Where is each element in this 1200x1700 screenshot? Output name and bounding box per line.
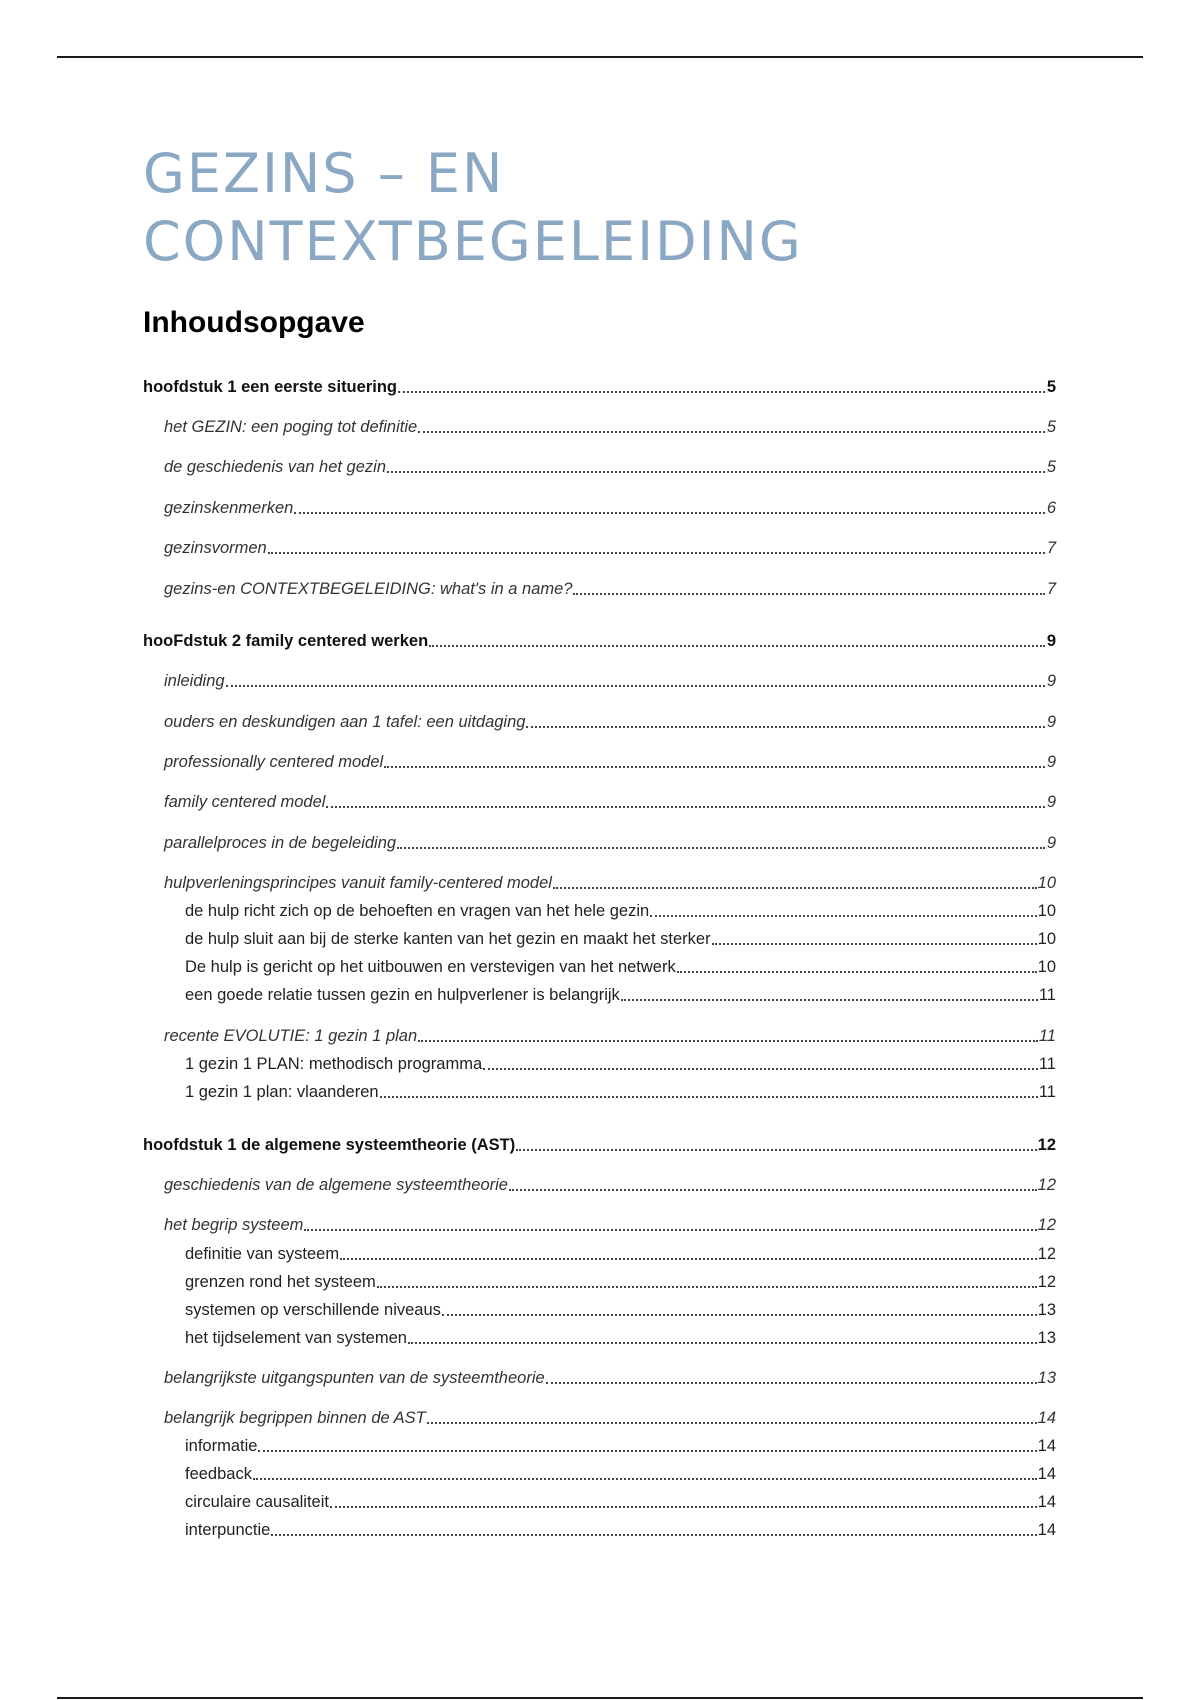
toc-page-number: 9 (1046, 632, 1056, 650)
toc-page-number: 10 (1037, 958, 1056, 976)
toc-entry-text: grenzen rond het systeem (185, 1273, 376, 1291)
toc-page-number: 9 (1046, 672, 1056, 690)
toc-page-number: 11 (1038, 1027, 1056, 1045)
toc-entry-level-3[interactable] (0, 1326, 1056, 1350)
toc-dot-leader (442, 1314, 1037, 1316)
toc-dot-leader (380, 1096, 1038, 1098)
toc-entry-level-3[interactable] (0, 899, 1056, 923)
toc-entry-text: de geschiedenis van het gezin (164, 458, 386, 476)
toc-page-number: 13 (1037, 1301, 1056, 1319)
toc-entry-text: 1 gezin 1 PLAN: methodisch programma (185, 1055, 483, 1073)
toc-dot-leader (429, 645, 1045, 647)
toc-dot-leader (677, 971, 1037, 973)
toc-entry-text: professionally centered model (164, 753, 384, 771)
toc-page-number: 10 (1037, 930, 1056, 948)
toc-dot-leader (387, 471, 1045, 473)
toc-entry-text: belangrijk begrippen binnen de AST (164, 1409, 426, 1427)
toc-entry-level-2[interactable] (0, 1173, 1056, 1197)
toc-entry-level-2[interactable] (0, 1213, 1056, 1237)
toc-entry-text: het tijdselement van systemen (185, 1329, 407, 1347)
toc-page-number: 11 (1038, 986, 1056, 1004)
toc-dot-leader (294, 512, 1045, 514)
toc-entry-text: systemen op verschillende niveaus (185, 1301, 441, 1319)
toc-dot-leader (573, 593, 1045, 595)
toc-entry-text: het GEZIN: een poging tot definitie (164, 418, 418, 436)
toc-entry-level-2[interactable] (0, 496, 1056, 520)
toc-entry-text: recente EVOLUTIE: 1 gezin 1 plan (164, 1027, 418, 1045)
toc-page-number: 12 (1037, 1216, 1056, 1234)
toc-page-number: 12 (1037, 1273, 1056, 1291)
toc-dot-leader (509, 1189, 1037, 1191)
toc-dot-leader (483, 1068, 1038, 1070)
toc-page-number: 14 (1037, 1465, 1056, 1483)
toc-dot-leader (418, 1040, 1038, 1042)
toc-entry-text: feedback (185, 1465, 252, 1483)
toc-dot-leader (226, 685, 1045, 687)
toc-dot-leader (258, 1450, 1036, 1452)
toc-page-number: 13 (1037, 1329, 1056, 1347)
toc-dot-leader (427, 1422, 1037, 1424)
toc-entry-text: hoofdstuk 1 de algemene systeemtheorie (AST) (143, 1136, 516, 1154)
toc-entry-level-1[interactable] (0, 375, 1056, 399)
toc-page-number: 9 (1046, 793, 1056, 811)
toc-entry-text: hoofdstuk 1 een eerste situering (143, 378, 397, 396)
toc-entry-text: een goede relatie tussen gezin en hulpverlener is belangrijk (185, 986, 620, 1004)
toc-page-number: 5 (1046, 418, 1056, 436)
toc-dot-leader (712, 943, 1037, 945)
bottom-rule (57, 1697, 1143, 1699)
toc-entry-level-3[interactable] (0, 1462, 1056, 1486)
toc-entry-level-1[interactable] (0, 1133, 1056, 1157)
toc-page-number: 10 (1037, 874, 1056, 892)
toc-dot-leader (621, 999, 1038, 1001)
toc-page-number: 14 (1037, 1521, 1056, 1539)
toc-entry-text: gezinsvormen (164, 539, 267, 557)
toc-entry-text: het begrip systeem (164, 1216, 304, 1234)
toc-dot-leader (271, 1534, 1036, 1536)
toc-entry-level-2[interactable] (0, 831, 1056, 855)
toc-dot-leader (384, 766, 1045, 768)
toc-entry-level-3[interactable] (0, 1270, 1056, 1294)
toc-entry-text: ouders en deskundigen aan 1 tafel: een uitdaging (164, 713, 526, 731)
toc-page-number: 14 (1037, 1493, 1056, 1511)
toc-page-number: 12 (1037, 1136, 1056, 1154)
toc-entry-level-3[interactable] (0, 1490, 1056, 1514)
toc-page-number: 13 (1037, 1369, 1056, 1387)
toc-entry-level-3[interactable] (0, 983, 1056, 1007)
toc-entry-text: circulaire causaliteit (185, 1493, 329, 1511)
toc-dot-leader (377, 1286, 1037, 1288)
toc-dot-leader (304, 1229, 1036, 1231)
toc-dot-leader (253, 1478, 1037, 1480)
document-title-line-2: CONTEXTBEGELEIDING (143, 210, 803, 273)
toc-dot-leader (418, 431, 1045, 433)
toc-page-number: 10 (1037, 902, 1056, 920)
toc-entry-level-2[interactable] (0, 536, 1056, 560)
toc-page-number: 12 (1037, 1245, 1056, 1263)
toc-dot-leader (397, 847, 1045, 849)
toc-entry-level-2[interactable] (0, 871, 1056, 895)
toc-entry-text: hooFdstuk 2 family centered werken (143, 632, 429, 650)
toc-page-number: 7 (1046, 539, 1056, 557)
toc-entry-level-2[interactable] (0, 790, 1056, 814)
toc-entry-level-3[interactable] (0, 1080, 1056, 1104)
toc-entry-level-3[interactable] (0, 927, 1056, 951)
toc-entry-text: parallelproces in de begeleiding (164, 834, 397, 852)
toc-dot-leader (516, 1149, 1036, 1151)
toc-dot-leader (526, 726, 1045, 728)
toc-entry-text: de hulp sluit aan bij de sterke kanten van het gezin en maakt het sterker (185, 930, 711, 948)
toc-entry-text: gezins-en CONTEXTBEGELEIDING: what's in a name? (164, 580, 573, 598)
toc-entry-text: geschiedenis van de algemene systeemtheorie (164, 1176, 508, 1194)
toc-entry-text: 1 gezin 1 plan: vlaanderen (185, 1083, 379, 1101)
toc-entry-text: hulpverleningsprincipes vanuit family-centered model (164, 874, 552, 892)
toc-entry-level-2[interactable] (0, 710, 1056, 734)
toc-dot-leader (398, 391, 1045, 393)
toc-page-number: 6 (1046, 499, 1056, 517)
toc-heading: Inhoudsopgave (143, 306, 365, 339)
toc-entry-text: informatie (185, 1437, 258, 1455)
toc-page-number: 11 (1038, 1083, 1056, 1101)
toc-entry-level-3[interactable] (0, 1242, 1056, 1266)
toc-entry-level-3[interactable] (0, 1298, 1056, 1322)
toc-dot-leader (553, 887, 1037, 889)
toc-page-number: 9 (1046, 753, 1056, 771)
toc-page-number: 9 (1046, 713, 1056, 731)
toc-dot-leader (650, 915, 1036, 917)
toc-dot-leader (340, 1258, 1037, 1260)
toc-entry-text: interpunctie (185, 1521, 271, 1539)
toc-entry-level-2[interactable] (0, 669, 1056, 693)
toc-entry-level-2[interactable] (0, 750, 1056, 774)
toc-page-number: 14 (1037, 1409, 1056, 1427)
toc-dot-leader (408, 1342, 1037, 1344)
toc-entry-level-2[interactable] (0, 1366, 1056, 1390)
toc-page-number: 12 (1037, 1176, 1056, 1194)
toc-entry-level-3[interactable] (0, 955, 1056, 979)
toc-page-number: 9 (1046, 834, 1056, 852)
toc-entry-text: gezinskenmerken (164, 499, 294, 517)
toc-entry-text: inleiding (164, 672, 225, 690)
toc-entry-text: De hulp is gericht op het uitbouwen en verstevigen van het netwerk (185, 958, 676, 976)
toc-page-number: 7 (1046, 580, 1056, 598)
toc-entry-level-2[interactable] (0, 577, 1056, 601)
toc-entry-level-2[interactable] (0, 1024, 1056, 1048)
toc-entry-text: de hulp richt zich op de behoeften en vragen van het hele gezin (185, 902, 650, 920)
toc-entry-level-2[interactable] (0, 415, 1056, 439)
document-title-line-1: GEZINS – EN (143, 142, 505, 205)
toc-dot-leader (330, 1506, 1037, 1508)
toc-entry-level-3[interactable] (0, 1518, 1056, 1542)
toc-entry-level-1[interactable] (0, 629, 1056, 653)
toc-dot-leader (326, 806, 1045, 808)
toc-entry-level-3[interactable] (0, 1434, 1056, 1458)
toc-entry-level-3[interactable] (0, 1052, 1056, 1076)
toc-entry-text: family centered model (164, 793, 326, 811)
toc-page-number: 5 (1046, 458, 1056, 476)
toc-entry-text: belangrijkste uitgangspunten van de systeemtheorie (164, 1369, 545, 1387)
toc-page-number: 5 (1046, 378, 1056, 396)
toc-dot-leader (268, 552, 1045, 554)
toc-page-number: 14 (1037, 1437, 1056, 1455)
toc-entry-level-2[interactable] (0, 455, 1056, 479)
toc-entry-level-2[interactable] (0, 1406, 1056, 1430)
toc-entry-text: definitie van systeem (185, 1245, 340, 1263)
toc-page-number: 11 (1038, 1055, 1056, 1073)
toc-dot-leader (546, 1382, 1037, 1384)
